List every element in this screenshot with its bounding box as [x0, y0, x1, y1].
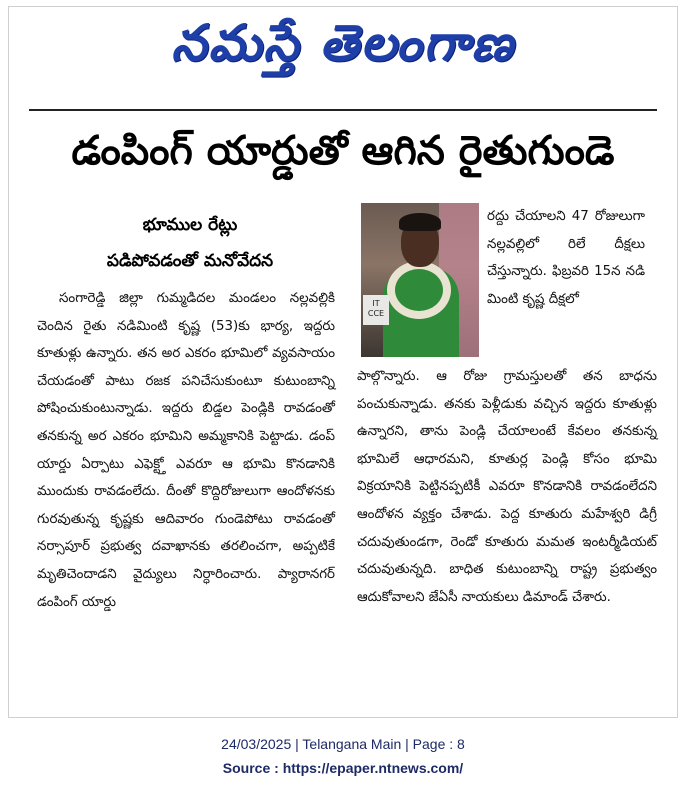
article-body-right-top [487, 203, 645, 313]
body-text-left: సంగారెడ్డి జిల్లా గుమ్మడిదల మండలం నల్లవల్లికి చెందిన రైతు నడిమింటి కృష్ణ (53)కు భార్య, ఇద్దరు కూతుళ్లు ఉన్నారు. తన అర ఎకరం భూమిలో వ్యవసాయం చేయడంతో పాటు రజక పనిచేసుకుంటూ కుటుంబాన్ని పోషించుకుంటున్నాడు. ఇద్దరు బిడ్డల పెండ్లికి రావడంతో తనకున్న అర ఎకరం భూమిని అమ్మకానికి పెట్టాడు. డంప్ యార్డు ఏర్పాటు ఎఫెక్ట్తో ఎవరూ ఆ భూమి కొనడానికి ముందుకు రావడంలేదు. దీంతో కొద్దిరోజులుగా ఆందోళనకు గురవుతున్న కృష్ణకు ఆదివారం గుండెపోటు రావడంతో నర్సాపూర్ ప్రభుత్వ దవాఖానకు తరలించగా, అప్పటికే మృతిచెందాడని వైద్యులు నిర్ధారించారు. ప్యారానగర్ డంపింగ్ యార్డు [37, 291, 335, 610]
masthead-divider [29, 109, 657, 111]
article-body-left-column [37, 285, 335, 616]
body-text-right-top: రద్దు చేయాలని 47 రోజులుగా నల్లవల్లిలో రిలే దీక్షలు చేస్తున్నారు. ఫిబ్రవరి 15న నడి మింటి కృష్ణ దీక్షలో [487, 209, 645, 307]
newspaper-logo: నమస్తే తెలంగాణ [171, 13, 515, 72]
article-headline: డంపింగ్ యార్డుతో ఆగిన రైతుగుండె [71, 128, 615, 174]
article-subheadline [45, 207, 335, 279]
photo-sign: IT CCE [363, 295, 389, 325]
clipping-footer [0, 732, 686, 780]
subheadline-line-2: పడిపోవడంతో మనోవేదన [106, 251, 274, 271]
article-body-right-column [357, 363, 657, 611]
subheadline-line-1: భూముల రేట్లు [142, 215, 238, 235]
footer-date-edition: 24/03/2025 | Telangana Main | Page : 8 [221, 736, 465, 752]
footer-source: Source : https://epaper.ntnews.com/ [222, 760, 464, 776]
masthead [9, 7, 677, 103]
body-text-right: పాల్గొన్నారు. ఆ రోజు గ్రామస్తులతో తన బాధను పంచుకున్నాడు. తనకు పెళ్లీడుకు వచ్చిన ఇద్దరు కూతుళ్లు ఉన్నారని, తాను పెండ్లి చేయాలంటే కేవలం తనకున్న భూమిలే ఆధారమని, కూతుర్ల పెండ్లి కోసం భూమి విక్రయానికి పెట్టినప్పటికీ ఎవరూ కొనడానికి రావడంలేదని ఆందోళన వ్యక్తం చేశాడు. పెద్ద కూతురు మహేశ్వరి డిగ్రీ చదువుతుండగా, రెండో కూతురు మమత ఇంటర్మీడియట్ చదువుతున్నది. బాధిత కుటుంబాన్ని రాష్ట్ర ప్రభుత్వం ఆదుకోవాలని జేఏసీ నాయకులు డిమాండ్ చేశారు. [357, 369, 657, 605]
newspaper-clipping [8, 6, 678, 718]
farmer-photo [361, 203, 479, 357]
